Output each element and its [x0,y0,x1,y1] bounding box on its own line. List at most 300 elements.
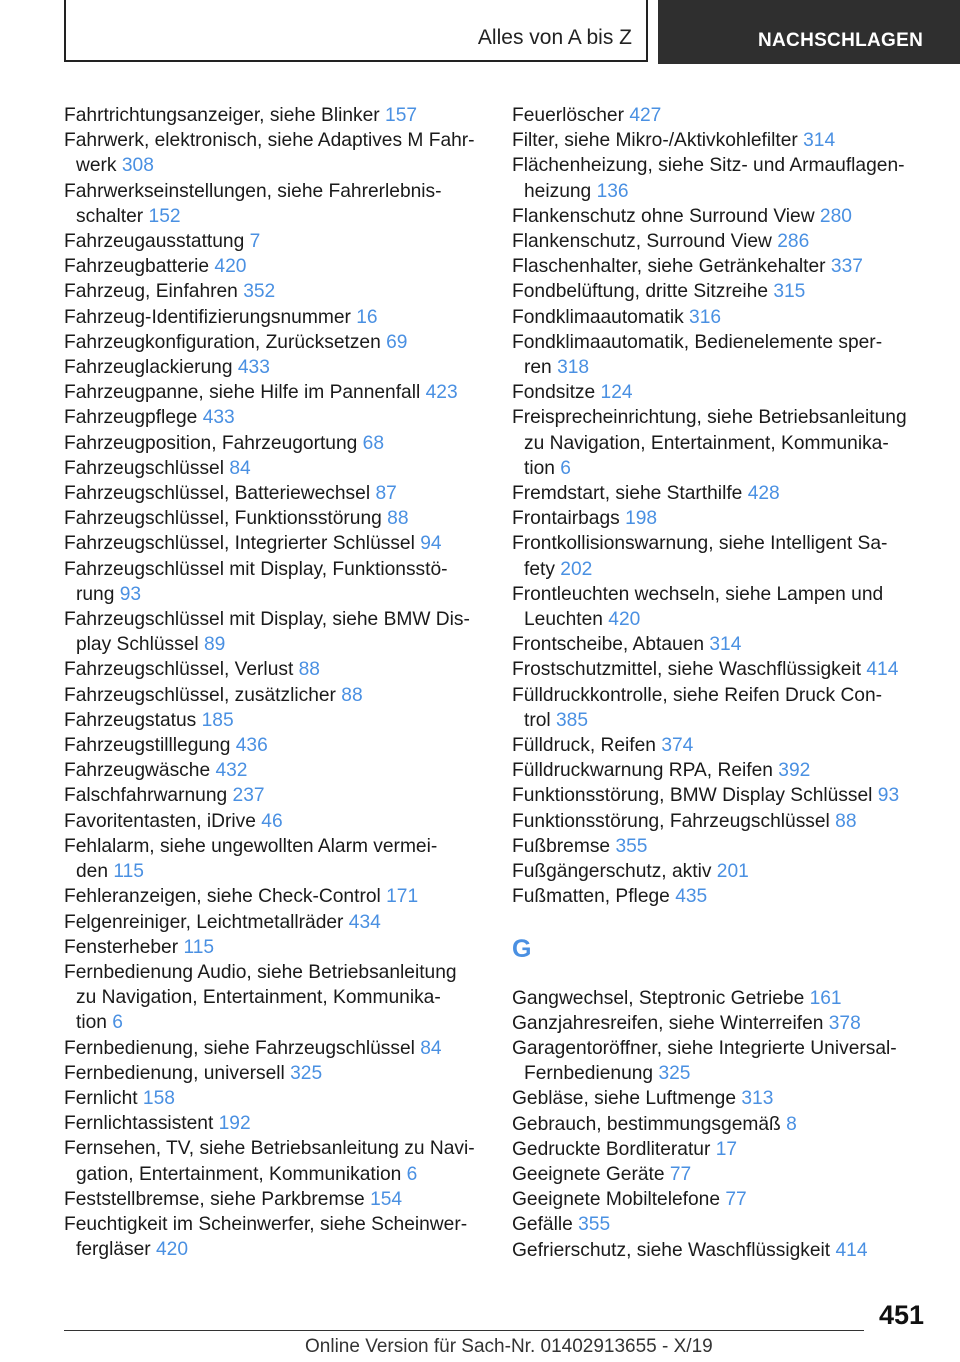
index-entry-label: Fahrzeugausstattung [64,231,245,253]
index-page-link[interactable]: 433 [237,357,270,379]
index-entry-label: Fernlicht [64,1087,138,1109]
index-entry-text [512,128,922,153]
index-entry [64,1187,484,1212]
index-entry-text [64,380,484,405]
index-entry-text [64,758,484,783]
index-page-link[interactable]: 192 [218,1113,251,1135]
index-entry [64,884,484,909]
index-entry-label: Fondsitze [512,382,596,404]
index-entry [64,456,484,481]
index-page-link[interactable]: 374 [661,735,694,757]
index-page-link[interactable]: 88 [341,684,363,706]
index-page-link[interactable]: 16 [356,306,378,328]
index-entry-text [64,305,484,330]
index-entry-text [64,153,484,178]
index-entry [512,632,922,657]
index-entry [512,834,922,859]
index-page-link[interactable]: 124 [600,382,633,404]
index-entry-label: Fahrzeug, Einfahren [64,281,238,303]
index-page-link[interactable]: 68 [362,432,385,454]
index-page-link[interactable]: 392 [778,760,811,782]
index-entry-label: den [76,861,109,883]
index-page-link[interactable]: 355 [578,1214,611,1236]
index-entry-text: Frontkollisionswarnung, siehe Intelligent Sa- [512,533,888,555]
index-page-link[interactable]: 314 [709,634,742,656]
index-entry [512,330,922,380]
index-page-link[interactable]: 84 [420,1037,442,1059]
index-entry [64,1036,484,1061]
index-entry-text [512,279,922,304]
index-entry-text [512,986,922,1011]
index-entry-text [64,1010,484,1035]
index-entry [512,481,922,506]
index-page-link[interactable]: 427 [629,105,662,126]
index-entry-text [512,758,922,783]
index-page-link[interactable]: 161 [809,987,842,1009]
index-entry-label: fergläser [76,1239,151,1261]
index-entry-label: Fußbremse [512,835,611,857]
index-entry-text [64,1061,484,1086]
index-page-link[interactable]: 6 [112,1012,123,1034]
index-entry [512,1011,922,1036]
index-entry [64,1212,484,1262]
index-entry-text: Freisprecheinrichtung, siehe Betriebsanleitung [512,407,907,429]
index-entry-label: tion [76,1012,107,1034]
index-entry-label: Fahrzeugstatus [64,709,197,731]
index-entry [64,1061,484,1086]
index-entry [64,910,484,935]
index-page-link[interactable]: 435 [675,886,708,908]
index-page-link[interactable]: 6 [406,1163,418,1185]
index-entry [64,305,484,330]
index-entry [512,204,922,229]
index-page-link[interactable]: 46 [261,810,283,832]
index-entry-text [64,910,484,935]
index-entry [512,1086,922,1111]
header-section-title: Alles von A bis Z [477,26,632,49]
index-page-link[interactable]: 154 [370,1188,403,1210]
index-entry-label: Fahrzeugschlüssel [64,457,224,479]
index-page-link[interactable]: 157 [385,105,418,126]
index-entry-label: Fahrzeugschlüssel, Integrierter Schlüssel [64,533,415,555]
index-page-link[interactable]: 286 [777,231,810,253]
index-entry-text [64,456,484,481]
index-entry-text: Flächenheizung, siehe Sitz- und Armauflagen- [512,155,905,177]
index-page-link[interactable]: 136 [596,180,629,202]
index-entry-label: Fernbedienung [524,1063,654,1085]
index-entry-label: Fernlichtassistent [64,1113,214,1135]
index-entry [512,1187,922,1212]
index-entry-text [64,859,484,884]
index-entry-label: Flankenschutz ohne Surround View [512,205,815,227]
index-entry-label: Fahrzeugpflege [64,407,198,429]
index-entry-text [512,834,922,859]
index-page-link[interactable]: 93 [877,785,900,807]
index-page-link[interactable]: 420 [156,1239,189,1261]
index-entry-label: Fahrzeugpanne, siehe Hilfe im Pannenfall [64,382,421,404]
index-entry [64,103,484,128]
index-entry-label: Fahrzeugschlüssel, Batteriewechsel [64,483,371,505]
index-entry [64,279,484,304]
index-entry [512,380,922,405]
index-entry-text [64,683,484,708]
index-entry-text [64,884,484,909]
index-page-link[interactable]: 87 [375,483,397,505]
footer-divider [64,1330,864,1331]
index-entry-text [64,582,484,607]
index-entry-label: fety [524,558,555,580]
index-entry [64,809,484,834]
index-entry [512,1112,922,1137]
index-entry-label: Fußgängerschutz, aktiv [512,861,712,883]
index-entry-text [64,708,484,733]
index-entry-text: Feuchtigkeit im Scheinwerfer, siehe Scheinwer- [64,1213,468,1235]
index-entry-label: Gedruckte Bordliteratur [512,1138,711,1160]
index-page-link[interactable]: 77 [669,1163,692,1185]
index-entry-text: Frontleuchten wechseln, siehe Lampen und [512,583,884,605]
index-page-link[interactable]: 94 [420,533,442,555]
index-entry [64,758,484,783]
index-page-link[interactable]: 152 [148,205,181,227]
index-page-link[interactable]: 115 [183,936,215,958]
footer-version-text: Online Version für Sach-Nr. 01402913655 - X/19 [305,1336,713,1357]
index-page-link[interactable]: 93 [119,583,142,605]
index-entry-text [512,305,922,330]
index-entry-label: Fondbelüftung, dritte Sitzreihe [512,281,768,303]
index-entry-text: Fondklimaautomatik, Bedienelemente sper- [512,331,883,353]
index-entry [512,305,922,330]
index-page-link[interactable]: 7 [249,231,261,253]
index-entry-text [64,733,484,758]
index-entry [64,128,484,178]
index-entry-label: Fahrtrichtungsanzeiger, siehe Blinker [64,105,380,126]
index-entry [64,254,484,279]
index-entry-text [512,708,922,733]
index-entry [512,809,922,834]
index-entry-text [64,809,484,834]
index-page-link[interactable]: 420 [608,609,641,631]
index-page-link[interactable]: 89 [204,634,226,656]
index-entry [512,657,922,682]
index-entry-text [64,506,484,531]
index-entry-text [64,1111,484,1136]
index-entry-label: Flaschenhalter, siehe Getränkehalter [512,256,826,278]
index-entry-text [512,481,922,506]
index-entry-label: Frontscheibe, Abtauen [512,634,705,656]
index-page-link[interactable]: 237 [232,785,265,807]
index-entry-label: Geeignete Geräte [512,1163,665,1185]
index-entry-text [512,1112,922,1137]
index-entry [64,506,484,531]
index-page-link[interactable]: 433 [202,407,235,429]
index-entry-text [512,103,922,128]
index-entry [512,1137,922,1162]
index-entry-label: Fahrzeugschlüssel, zusätzlicher [64,684,336,706]
index-entry [512,758,922,783]
index-entry-text [64,481,484,506]
index-entry [512,153,922,203]
index-entry-text [64,1237,484,1262]
index-page-link[interactable]: 185 [201,709,234,731]
index-entry [64,179,484,229]
index-page-link[interactable]: 436 [235,735,268,757]
index-entry-label: schalter [76,205,144,227]
index-entry-label: Falschfahrwarnung [64,785,228,807]
index-entry [64,481,484,506]
index-entry-label: Fahrzeuglackierung [64,357,233,379]
index-entry [64,1086,484,1111]
index-page-link[interactable]: 420 [214,256,247,278]
index-entry-label: Gangwechsel, Steptronic Getriebe [512,987,805,1009]
index-entry-text [512,632,922,657]
index-page-link[interactable]: 115 [113,861,144,883]
index-entry-text [512,1212,922,1237]
index-entry [512,1212,922,1237]
index-entry-label: Fahrzeugwäsche [64,760,211,782]
index-entry-text [64,632,484,657]
index-page-link[interactable]: 316 [689,306,722,328]
index-column-right [512,103,922,1263]
index-entry-text [512,733,922,758]
index-page-link[interactable]: 88 [387,508,409,530]
index-entry [512,103,922,128]
index-entry [512,506,922,531]
index-page-link[interactable]: 201 [716,861,749,883]
index-entry-label: Fondklimaautomatik [512,306,684,328]
index-entry-text: zu Navigation, Entertainment, Kommunika- [524,432,889,454]
index-entry-text [64,783,484,808]
index-entry-text [64,254,484,279]
index-entry-text [64,103,484,128]
index-entry-text [512,607,922,632]
index-page-link[interactable]: 313 [741,1088,774,1110]
index-page-link[interactable]: 158 [142,1087,175,1109]
index-entry-label: heizung [524,180,592,202]
index-page-link[interactable]: 434 [348,911,381,933]
index-page-link[interactable]: 202 [560,558,593,580]
index-entry-text: Fehlalarm, siehe ungewollten Alarm vermei- [64,835,438,857]
index-page-link[interactable]: 414 [835,1239,868,1261]
index-entry-label: Funktionsstörung, BMW Display Schlüssel [512,785,873,807]
index-entry-label: Filter, siehe Mikro-/Aktivkohlefilter [512,130,798,152]
index-entry [64,733,484,758]
index-entry-text [512,254,922,279]
index-page-link[interactable]: 198 [625,508,658,530]
index-page-link[interactable]: 432 [215,760,248,782]
index-entry [512,229,922,254]
index-entry-label: Gefrierschutz, siehe Waschflüssigkeit [512,1239,831,1261]
index-entry [64,935,484,960]
index-page-link[interactable]: 315 [773,281,806,303]
index-entry-label: Feststellbremse, siehe Parkbremse [64,1188,365,1210]
index-entry-label: Fahrzeug-Identifizierungsnummer [64,306,351,328]
index-entry-label: Geeignete Mobiltelefone [512,1189,721,1211]
index-entry-label: rung [76,583,115,605]
index-page-link[interactable]: 355 [615,835,648,857]
index-entry-label: tion [524,457,555,479]
index-entry-text [64,1187,484,1212]
index-entry-text [64,1086,484,1111]
index-entry-text [64,229,484,254]
index-entry-label: Frostschutzmittel, siehe Waschflüssigkeit [512,659,862,681]
index-entry [512,683,922,733]
index-entry-label: trol [524,709,551,731]
index-entry-text [512,1061,922,1086]
index-entry-label: Gefälle [512,1214,573,1236]
index-entry-text [64,279,484,304]
index-entry-label: Fernbedienung, universell [64,1062,285,1084]
index-page-link[interactable]: 69 [386,331,408,353]
index-entry-label: Funktionsstörung, Fahrzeugschlüssel [512,810,830,832]
index-entry-label: Fensterheber [64,936,179,958]
index-entry-text [512,1162,922,1187]
index-page-link[interactable]: 378 [828,1012,861,1034]
index-page-link[interactable]: 428 [747,483,780,505]
index-entry-text [512,456,922,481]
index-entry-label: Fahrzeugbatterie [64,256,210,278]
index-entry-text [512,1187,922,1212]
index-entry-text [512,557,922,582]
index-entry-label: Fahrzeugschlüssel, Verlust [64,659,294,681]
index-entry [512,986,922,1011]
index-entry-label: play Schlüssel [76,634,199,656]
index-entry [512,279,922,304]
index-entry [64,380,484,405]
index-entry [64,557,484,607]
index-page-link[interactable]: 17 [715,1138,738,1160]
index-entry-label: Favoritentasten, iDrive [64,810,256,832]
index-entry-text [64,431,484,456]
index-entry-text: Fahrwerk, elektronisch, siehe Adaptives M Fahr- [64,130,475,152]
index-page-link[interactable]: 325 [658,1063,691,1085]
index-page-link[interactable]: 318 [557,357,590,379]
index-entry [64,607,484,657]
index-page-link[interactable]: 352 [243,281,276,303]
index-entry-text [512,1137,922,1162]
index-entry [512,405,922,481]
index-group-g [512,986,922,1263]
index-entry-label: Fahrzeugkonfiguration, Zurücksetzen [64,331,381,353]
index-page-link[interactable]: 84 [229,457,251,479]
index-entry-text [64,935,484,960]
index-entry-text: Garagentoröffner, siehe Integrierte Universal- [512,1037,897,1059]
index-entry-text [512,355,922,380]
index-page-link[interactable]: 308 [121,155,154,177]
index-entry-label: Frontairbags [512,508,620,530]
index-page-link[interactable]: 88 [298,659,320,681]
index-entry-label: Leuchten [524,609,603,631]
index-entry [512,1162,922,1187]
index-entry-label: Fahrzeugstilllegung [64,735,231,757]
index-entry-text: zu Navigation, Entertainment, Kommunika- [76,987,441,1009]
index-entry-label: Fremdstart, siehe Starthilfe [512,483,743,505]
index-entry-label: Ganzjahresreifen, siehe Winterreifen [512,1012,824,1034]
index-page-link[interactable]: 171 [386,886,419,908]
page-header [0,0,960,66]
index-entry-text [512,179,922,204]
index-entry [64,708,484,733]
index-page-link[interactable]: 77 [725,1189,747,1211]
index-entry [64,431,484,456]
index-entry-text [64,1162,484,1187]
index-entry-text [512,1238,922,1263]
index-entry-text: Fahrzeugschlüssel mit Display, siehe BMW Dis- [64,609,470,631]
index-page-link[interactable]: 423 [425,382,458,404]
index-entry-text [512,380,922,405]
index-entry [64,405,484,430]
index-entry-text [64,355,484,380]
index-entry-text [64,405,484,430]
index-page-link[interactable]: 385 [556,709,589,731]
index-entry-text: Fernsehen, TV, siehe Betriebsanleitung zu Navi- [64,1138,475,1160]
header-chapter-label: NACHSCHLAGEN [758,30,924,51]
index-entry [64,330,484,355]
index-entry-text [512,884,922,909]
index-entry-label: Fülldruck, Reifen [512,735,656,757]
index-entry-label: Fußmatten, Pflege [512,886,670,908]
index-entry [64,960,484,1036]
index-entry [64,834,484,884]
index-entry [512,733,922,758]
index-page-link[interactable]: 6 [560,457,571,479]
header-section-box [64,0,648,62]
index-page-link[interactable]: 88 [835,810,857,832]
index-entry-text [512,506,922,531]
index-entry-text [512,809,922,834]
index-group-f-continued [512,103,922,910]
index-entry-label: Fahrzeugposition, Fahrzeugortung [64,432,358,454]
index-letter-heading: G [512,934,532,963]
index-entry-text [512,1086,922,1111]
index-entry [512,254,922,279]
index-entry-text: Fülldruckkontrolle, siehe Reifen Druck Con- [512,684,883,706]
index-entry-label: Fülldruckwarnung RPA, Reifen [512,760,773,782]
index-entry-text [64,204,484,229]
index-entry [512,1238,922,1263]
index-page-link[interactable]: 314 [803,130,836,152]
index-page-link[interactable]: 337 [830,256,863,278]
index-entry-text [64,531,484,556]
index-entry-label: Fehleranzeigen, siehe Check-Control [64,886,381,908]
index-entry-label: werk [76,155,117,177]
index-entry [64,783,484,808]
index-entry-label: Gebläse, siehe Luftmenge [512,1088,737,1110]
index-page-link[interactable]: 325 [290,1062,323,1084]
index-entry-text [512,657,922,682]
index-entry [64,683,484,708]
index-page-link[interactable]: 280 [819,205,852,227]
index-entry-text [64,657,484,682]
index-entry [64,531,484,556]
index-entry [64,229,484,254]
index-entry-label: Gebrauch, bestimmungsgemäß [512,1113,781,1135]
index-page-link[interactable]: 414 [866,659,899,681]
index-entry [512,884,922,909]
index-entry-label: Feuerlöscher [512,105,624,126]
index-entry [64,657,484,682]
page-number: 451 [878,1300,924,1330]
index-entry [64,355,484,380]
index-entry [512,1036,922,1086]
index-entry [512,582,922,632]
index-column-left [64,103,484,1262]
index-entry-label: Felgenreiniger, Leichtmetallräder [64,911,344,933]
index-page-link[interactable]: 8 [786,1113,797,1135]
index-entry [512,531,922,581]
index-entry [64,1136,484,1186]
index-entry-label: ren [524,357,552,379]
index-entry-text [512,1011,922,1036]
